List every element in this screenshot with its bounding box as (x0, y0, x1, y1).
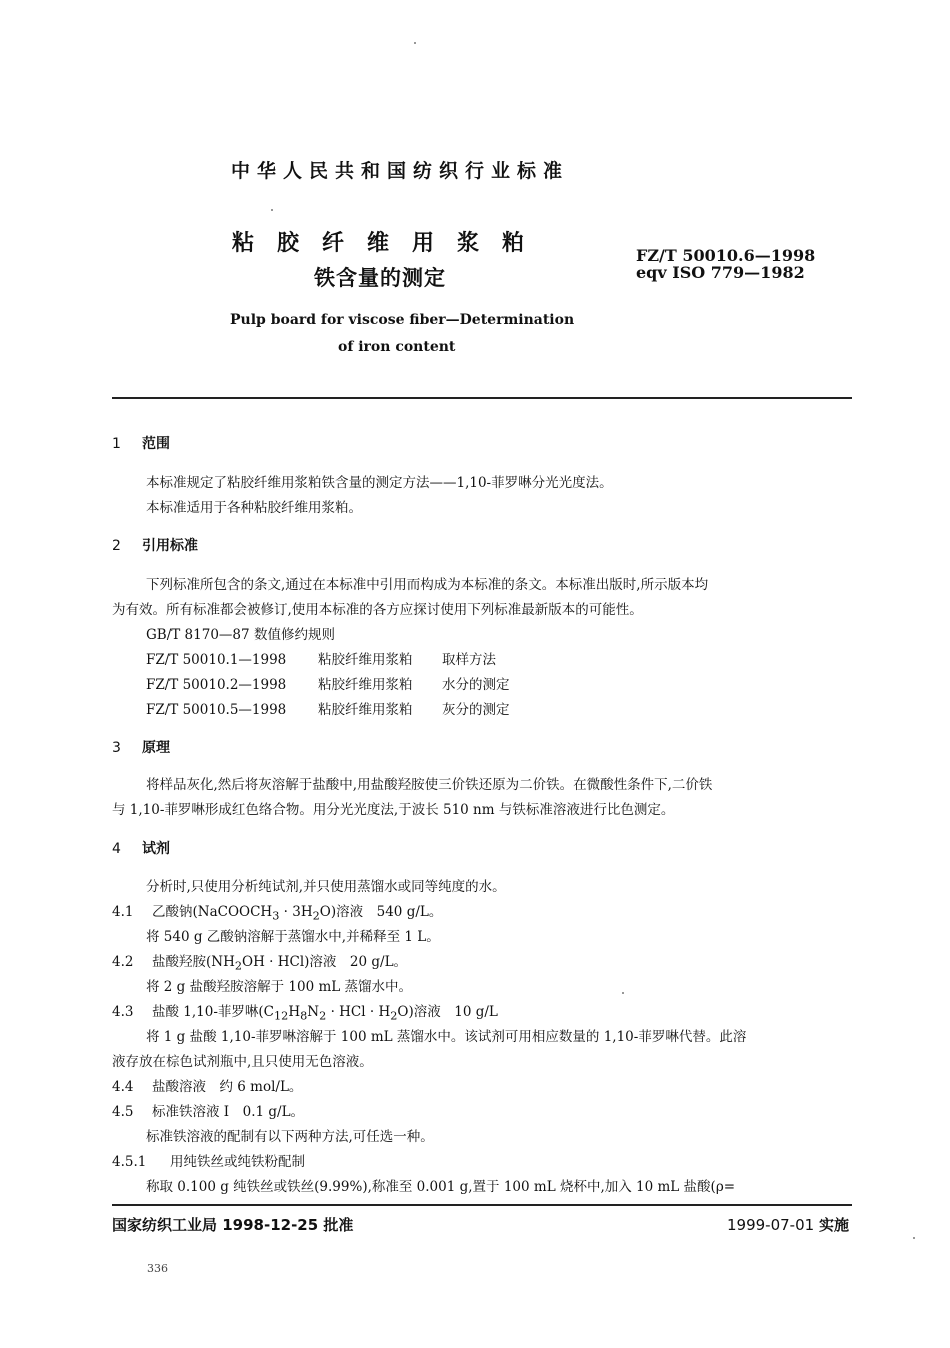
implementation-label: 实施 (818, 1216, 849, 1234)
subscript: 12 (274, 1009, 289, 1023)
section-2-heading (112, 535, 198, 555)
english-title-line-1: Pulp board for viscose fiber—Determination (230, 312, 575, 328)
reference-code: FZ/T 50010.2—1998 (146, 677, 287, 693)
section-number: 1 (112, 436, 121, 452)
section-title: 引用标准 (142, 538, 198, 554)
clause-4-3 (112, 1000, 498, 1023)
section-number: 2 (112, 538, 121, 554)
subscript: 2 (312, 909, 320, 923)
clause-number: 4.3 (112, 1004, 134, 1020)
clause-number: 4.5 (112, 1104, 134, 1120)
clause-text: 标准铁溶液 I 0.1 g/L。 (152, 1104, 305, 1120)
title-line-1: 粘胶纤维用浆粕 (232, 231, 548, 256)
scan-speck (414, 42, 416, 44)
reference-code: FZ/T 50010.5—1998 (146, 702, 287, 718)
reference-name: 粘胶纤维用浆粕 (318, 702, 413, 718)
paragraph: 本标准适用于各种粘胶纤维用浆粕。 (146, 500, 362, 516)
clause-4-2 (112, 950, 407, 973)
reference-row (146, 698, 510, 718)
clause-text: OH · HCl)溶液 20 g/L。 (242, 954, 408, 970)
clause-text: · HCl · H (326, 1004, 391, 1020)
reference-code: GB/T 8170—87 (146, 627, 250, 643)
clause-text: 乙酸钠(NaCOOCH (152, 904, 273, 920)
implementation-date (727, 1214, 849, 1235)
reference-subtitle: 水分的测定 (442, 677, 510, 693)
section-3-heading (112, 737, 170, 757)
subscript: 8 (300, 1009, 308, 1023)
clause-text: O)溶液 10 g/L (397, 1004, 498, 1020)
clause-4-1 (112, 900, 442, 923)
clause-text: 用纯铁丝或纯铁粉配制 (170, 1154, 305, 1170)
subscript: 2 (319, 1009, 327, 1023)
section-number: 3 (112, 740, 121, 756)
subscript: 2 (234, 959, 243, 973)
reference-code: FZ/T 50010.1—1998 (146, 652, 287, 668)
clause-number: 4.5.1 (112, 1154, 147, 1170)
clause-4-5-1 (112, 1150, 305, 1170)
clause-4-4 (112, 1075, 302, 1095)
section-number: 4 (112, 841, 121, 857)
clause-text: O)溶液 540 g/L。 (319, 904, 443, 920)
clause-number: 4.4 (112, 1079, 134, 1095)
footer-divider (112, 1204, 852, 1206)
paragraph: 将 540 g 乙酸钠溶解于蒸馏水中,并稀释至 1 L。 (146, 929, 440, 945)
reference-row (146, 623, 335, 643)
scan-speck (271, 209, 273, 211)
paragraph: 与 1,10-菲罗啉形成红色络合物。用分光光度法,于波长 510 nm 与铁标准溶液进行比色测定。 (112, 802, 675, 818)
subscript: 3 (272, 909, 280, 923)
clause-text: N (307, 1004, 320, 1020)
paragraph: 将 2 g 盐酸羟胺溶解于 100 mL 蒸馏水中。 (146, 979, 413, 995)
paragraph: 为有效。所有标准都会被修订,使用本标准的各方应探讨使用下列标准最新版本的可能性。 (112, 602, 643, 618)
clause-text: H (288, 1004, 301, 1020)
subscript: 2 (390, 1009, 398, 1023)
reference-row (146, 673, 510, 693)
paragraph: 分析时,只使用分析纯试剂,并只使用蒸馏水或同等纯度的水。 (146, 879, 506, 895)
scan-speck (913, 1237, 915, 1239)
standard-category-header: 中华人民共和国纺织行业标准 (230, 160, 569, 182)
paragraph: 称取 0.100 g 纯铁丝或铁丝(9.99%),称准至 0.001 g,置于 100 mL 烧杯中,加入 10 mL 盐酸(ρ= (146, 1179, 736, 1195)
clause-number: 4.1 (112, 904, 134, 920)
paragraph: 液存放在棕色试剂瓶中,且只使用无色溶液。 (112, 1054, 373, 1070)
clause-number: 4.2 (112, 954, 134, 970)
scan-speck (622, 992, 624, 994)
section-title: 原理 (142, 740, 170, 756)
reference-name: 粘胶纤维用浆粕 (318, 652, 413, 668)
section-title: 范围 (142, 436, 170, 452)
approval-note: 国家纺织工业局 1998-12-25 批准 (112, 1216, 354, 1234)
reference-subtitle: 灰分的测定 (442, 702, 510, 718)
paragraph: 将样品灰化,然后将灰溶解于盐酸中,用盐酸羟胺使三价铁还原为二价铁。在微酸性条件下,二价铁 (146, 777, 713, 793)
clause-text: · 3H (279, 904, 313, 920)
paragraph: 本标准规定了粘胶纤维用浆粕铁含量的测定方法——1,10-菲罗啉分光光度法。 (146, 475, 613, 491)
title-line-2: 铁含量的测定 (314, 266, 446, 290)
clause-text: 盐酸羟胺(NH (152, 954, 235, 970)
reference-subtitle: 取样方法 (442, 652, 496, 668)
reference-name: 粘胶纤维用浆粕 (318, 677, 413, 693)
reference-row (146, 648, 496, 668)
clause-text: 盐酸 1,10-菲罗啉(C (152, 1004, 275, 1020)
page-number: 336 (147, 1262, 168, 1275)
paragraph: 下列标准所包含的条文,通过在本标准中引用而构成为本标准的条文。本标准出版时,所示版本均 (146, 577, 709, 593)
reference-name: 数值修约规则 (254, 627, 335, 643)
standard-code: FZ/T 50010.6—1998 (636, 246, 816, 265)
standard-equivalence: eqv ISO 779—1982 (636, 263, 805, 282)
title-divider (112, 397, 852, 399)
paragraph: 将 1 g 盐酸 1,10-菲罗啉溶解于 100 mL 蒸馏水中。该试剂可用相应数量的 1,10-菲罗啉代替。此溶 (146, 1029, 747, 1045)
english-title-line-2: of iron content (338, 339, 456, 355)
section-title: 试剂 (142, 841, 170, 857)
section-1-heading (112, 433, 170, 453)
paragraph: 标准铁溶液的配制有以下两种方法,可任选一种。 (146, 1129, 434, 1145)
clause-text: 盐酸溶液 约 6 mol/L。 (152, 1079, 303, 1095)
clause-4-5 (112, 1100, 304, 1120)
implementation-date-value: 1999-07-01 (727, 1216, 815, 1234)
section-4-heading (112, 838, 170, 858)
